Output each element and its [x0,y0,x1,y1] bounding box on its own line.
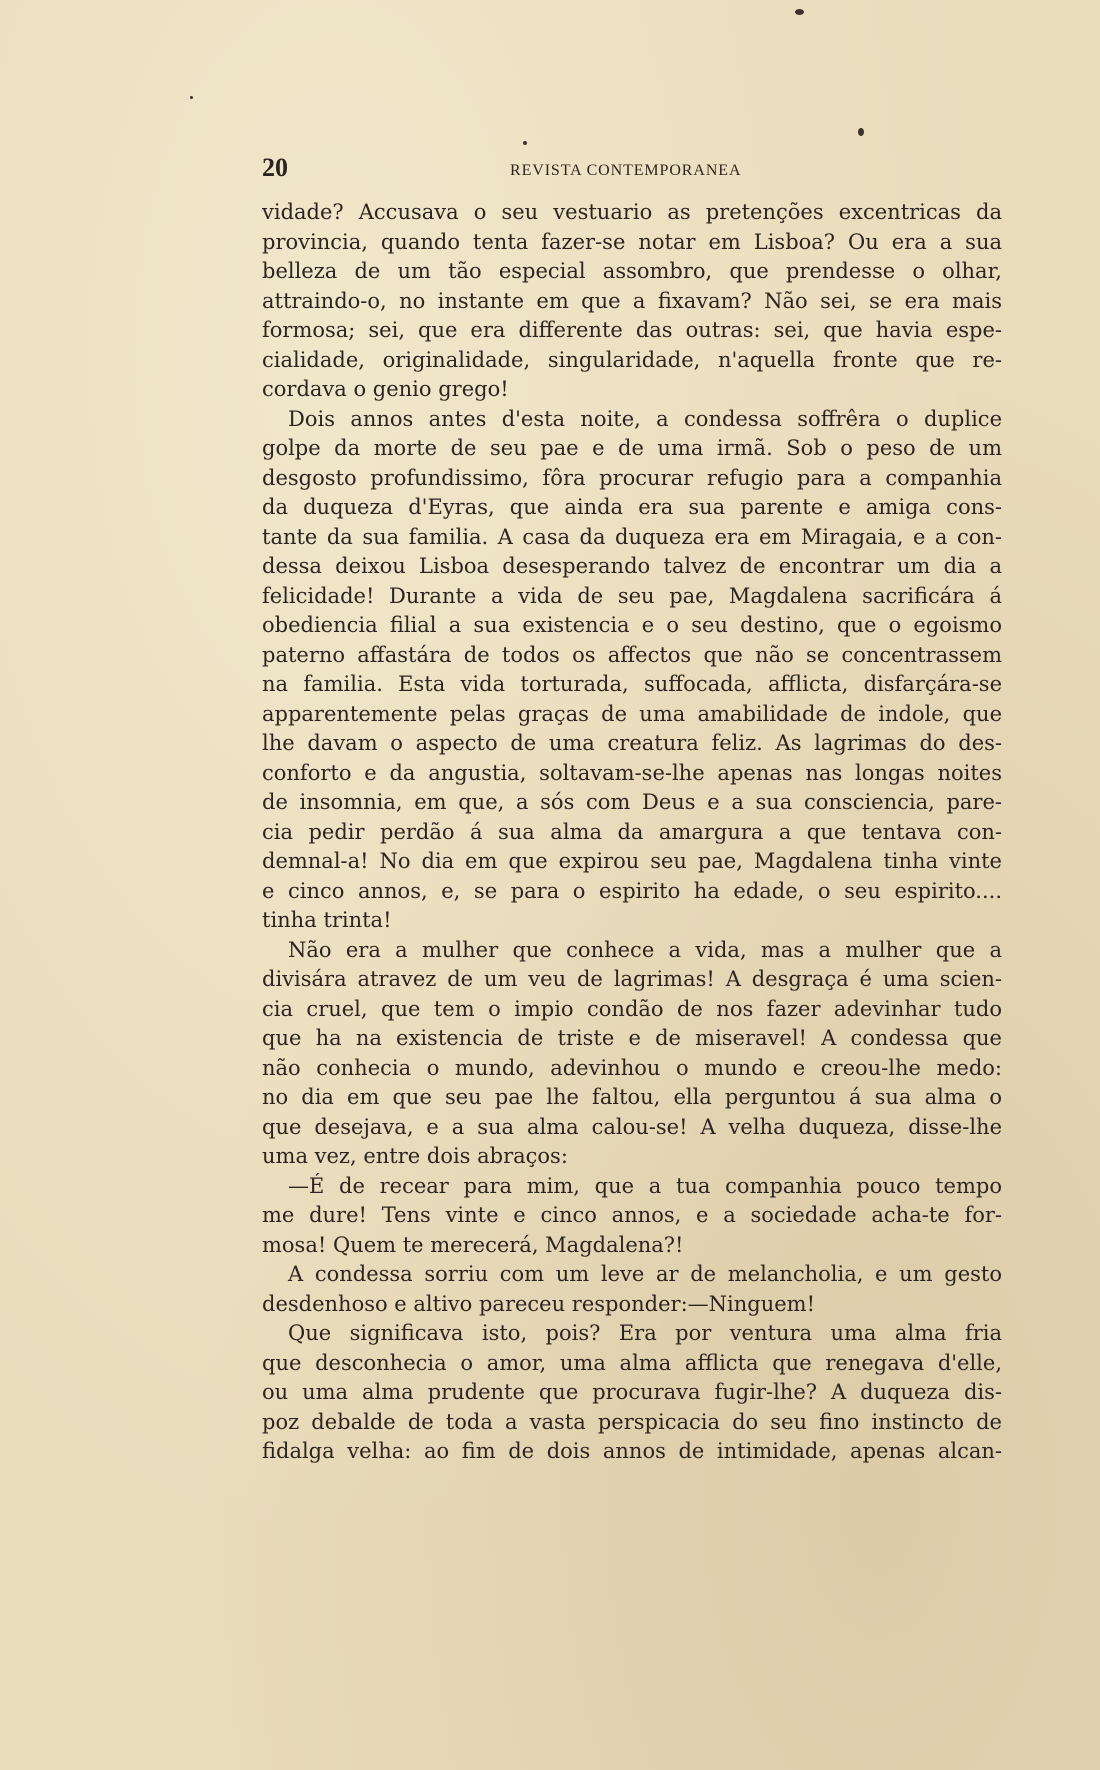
text-line: me dure! Tens vinte e cinco annos, e a sociedade acha-te for- [262,1203,1002,1227]
text-line: que desconhecia o amor, uma alma afflicta que renegava d'elle, [262,1350,1002,1375]
text-line: apparentemente pelas graças de uma amabilidade de indole, que [262,701,1002,726]
paper-speck [795,9,804,15]
text-line: demnal-a! No dia em que expirou seu pae, Magdalena tinha vinte [262,849,1002,873]
text-line: Que significava isto, pois? Era por ventura uma alma fria [288,1321,1002,1345]
text-line: formosa; sei, que era differente das outras: sei, que havia espe- [262,318,1002,342]
page-header [262,153,1000,187]
text-line: cia pedir perdão á sua alma da amargura a que tentava con- [262,819,1002,844]
text-line: golpe da morte de seu pae e de uma irmã. Sob o peso de um [262,436,1002,460]
text-line: da duqueza d'Eyras, que ainda era sua parente e amiga cons- [262,495,1002,519]
text-line: de insomnia, em que, a sós com Deus e a sua consciencia, pare- [262,790,1002,814]
text-line: lhe davam o aspecto de uma creatura feliz. As lagrimas do des- [262,731,1002,755]
text-line: mosa! Quem te merecerá, Magdalena?! [262,1232,684,1257]
text-line: e cinco annos, e, se para o espirito ha edade, o seu espirito.... [262,878,1002,903]
text-line: na familia. Esta vida torturada, suffocada, afflicta, disfarçára-se [262,672,1002,696]
text-line: attraindo-o, no instante em que a fixavam? Não sei, se era mais [262,288,1002,313]
text-line: vidade? Accusava o seu vestuario as pretenções excentricas da [262,200,1002,224]
text-line: conforto e da angustia, soltavam-se-lhe apenas nas longas noites [262,760,1002,785]
paper-speck [523,141,527,145]
text-line: uma vez, entre dois abraços: [262,1144,568,1168]
text-line: no dia em que seu pae lhe faltou, ella perguntou á sua alma o [262,1085,1002,1109]
text-line: A condessa sorriu com um leve ar de melancholia, e um gesto [288,1262,1002,1286]
text-line: que desejava, e a sua alma calou-se! A velha duqueza, disse-lhe [262,1114,1002,1139]
text-line: obediencia filial a sua existencia e o seu destino, que o egoismo [262,613,1002,637]
body-text [262,198,1002,1467]
text-line: Dois annos antes d'esta noite, a condessa soffrêra o duplice [288,406,1002,431]
text-line: dessa deixou Lisboa desesperando talvez de encontrar um dia a [262,554,1002,578]
text-line: desgosto profundissimo, fôra procurar refugio para a companhia [262,465,1002,490]
text-line: não conhecia o mundo, adevinhou o mundo e creou-lhe medo: [262,1055,1002,1080]
text-line: divisára atravez de um veu de lagrimas! A desgraça é uma scien- [262,967,1002,991]
text-line: poz debalde de toda a vasta perspicacia do seu fino instincto de [262,1409,1002,1434]
text-line: belleza de um tão especial assombro, que prendesse o olhar, [262,259,1002,283]
paper-speck [858,128,864,136]
text-line: fidalga velha: ao fim de dois annos de intimidade, apenas alcan- [262,1439,1002,1463]
text-line: ou uma alma prudente que procurava fugir-lhe? A duqueza dis- [262,1380,1002,1404]
text-line: cialidade, originalidade, singularidade, n'aquella fronte que re- [262,347,1002,372]
text-line: cordava o genio grego! [262,377,509,401]
page-number: 20 [262,153,288,182]
running-title: REVISTA CONTEMPORANEA [510,162,742,179]
text-line: tinha trinta! [262,908,392,932]
text-line: desdenhoso e altivo pareceu responder:—Ninguem! [262,1291,816,1316]
text-line: cia cruel, que tem o impio condão de nos fazer adevinhar tudo [262,996,1002,1021]
text-line: Não era a mulher que conhece a vida, mas a mulher que a [288,937,1002,962]
text-line: provincia, quando tenta fazer-se notar em Lisboa? Ou era a sua [262,229,1002,254]
paper-speck [190,96,193,99]
text-line: —É de recear para mim, que a tua companhia pouco tempo [288,1173,1002,1198]
text-line: felicidade! Durante a vida de seu pae, Magdalena sacrificára á [262,583,1002,608]
text-line: paterno affastára de todos os affectos que não se concentrassem [262,642,1002,667]
text-line: tante da sua familia. A casa da duqueza era em Miragaia, e a con- [262,524,1002,549]
text-line: que ha na existencia de triste e de miseravel! A condessa que [262,1026,1002,1050]
